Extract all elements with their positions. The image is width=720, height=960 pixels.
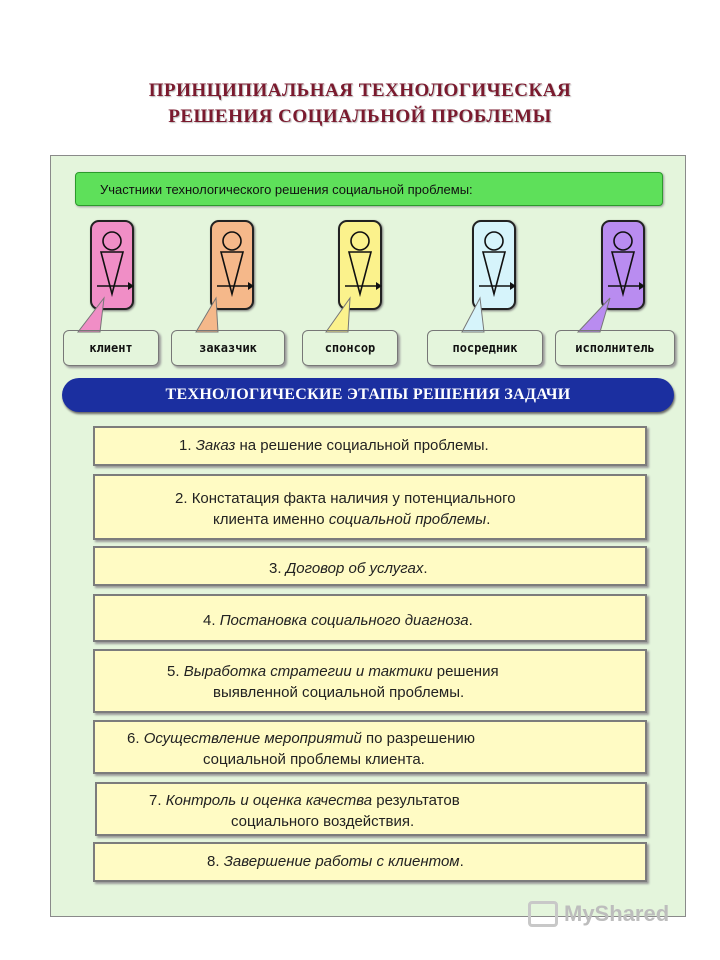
callout-tail-client	[78, 298, 104, 332]
diagram-title-line-2: РЕШЕНИЯ СОЦИАЛЬНОЙ ПРОБЛЕМЫ	[168, 106, 552, 127]
participant-label-mediator: посредник	[427, 330, 543, 366]
step-3: 3. Договор об услугах.	[93, 546, 647, 586]
callout-tail-mediator	[462, 298, 484, 332]
participants-heading: Участники технологического решения социальной проблемы:	[75, 172, 663, 206]
watermark-text: MyShared	[564, 901, 670, 926]
participant-label-sponsor: спонсор	[302, 330, 398, 366]
step-2: 2. Констатация факта наличия у потенциального клиента именно социальной проблемы.	[93, 474, 647, 540]
participant-label-client: клиент	[63, 330, 159, 366]
diagram-title-line-1: ПРИНЦИПИАЛЬНАЯ ТЕХНОЛОГИЧЕСКАЯ	[148, 80, 572, 101]
callout-tails	[0, 0, 720, 380]
step-6: 6. Осуществление мероприятий по разрешению социальной проблемы клиента.	[93, 720, 647, 774]
callout-tail-customer	[196, 298, 218, 332]
stages-heading: ТЕХНОЛОГИЧЕСКИЕ ЭТАПЫ РЕШЕНИЯ ЗАДАЧИ	[62, 378, 674, 412]
presentation-icon	[528, 901, 558, 927]
participant-label-customer: заказчик	[171, 330, 285, 366]
callout-tail-executor	[578, 298, 610, 332]
step-7: 7. Контроль и оценка качества результатов социального воздействия.	[95, 782, 647, 836]
step-8: 8. Завершение работы с клиентом.	[93, 842, 647, 882]
step-1: 1. Заказ на решение социальной проблемы.	[93, 426, 647, 466]
step-4: 4. Постановка социального диагноза.	[93, 594, 647, 642]
callout-tail-sponsor	[326, 298, 350, 332]
watermark	[528, 896, 669, 932]
participant-label-executor: исполнитель	[555, 330, 675, 366]
step-5: 5. Выработка стратегии и тактики решения выявленной социальной проблемы.	[93, 649, 647, 713]
